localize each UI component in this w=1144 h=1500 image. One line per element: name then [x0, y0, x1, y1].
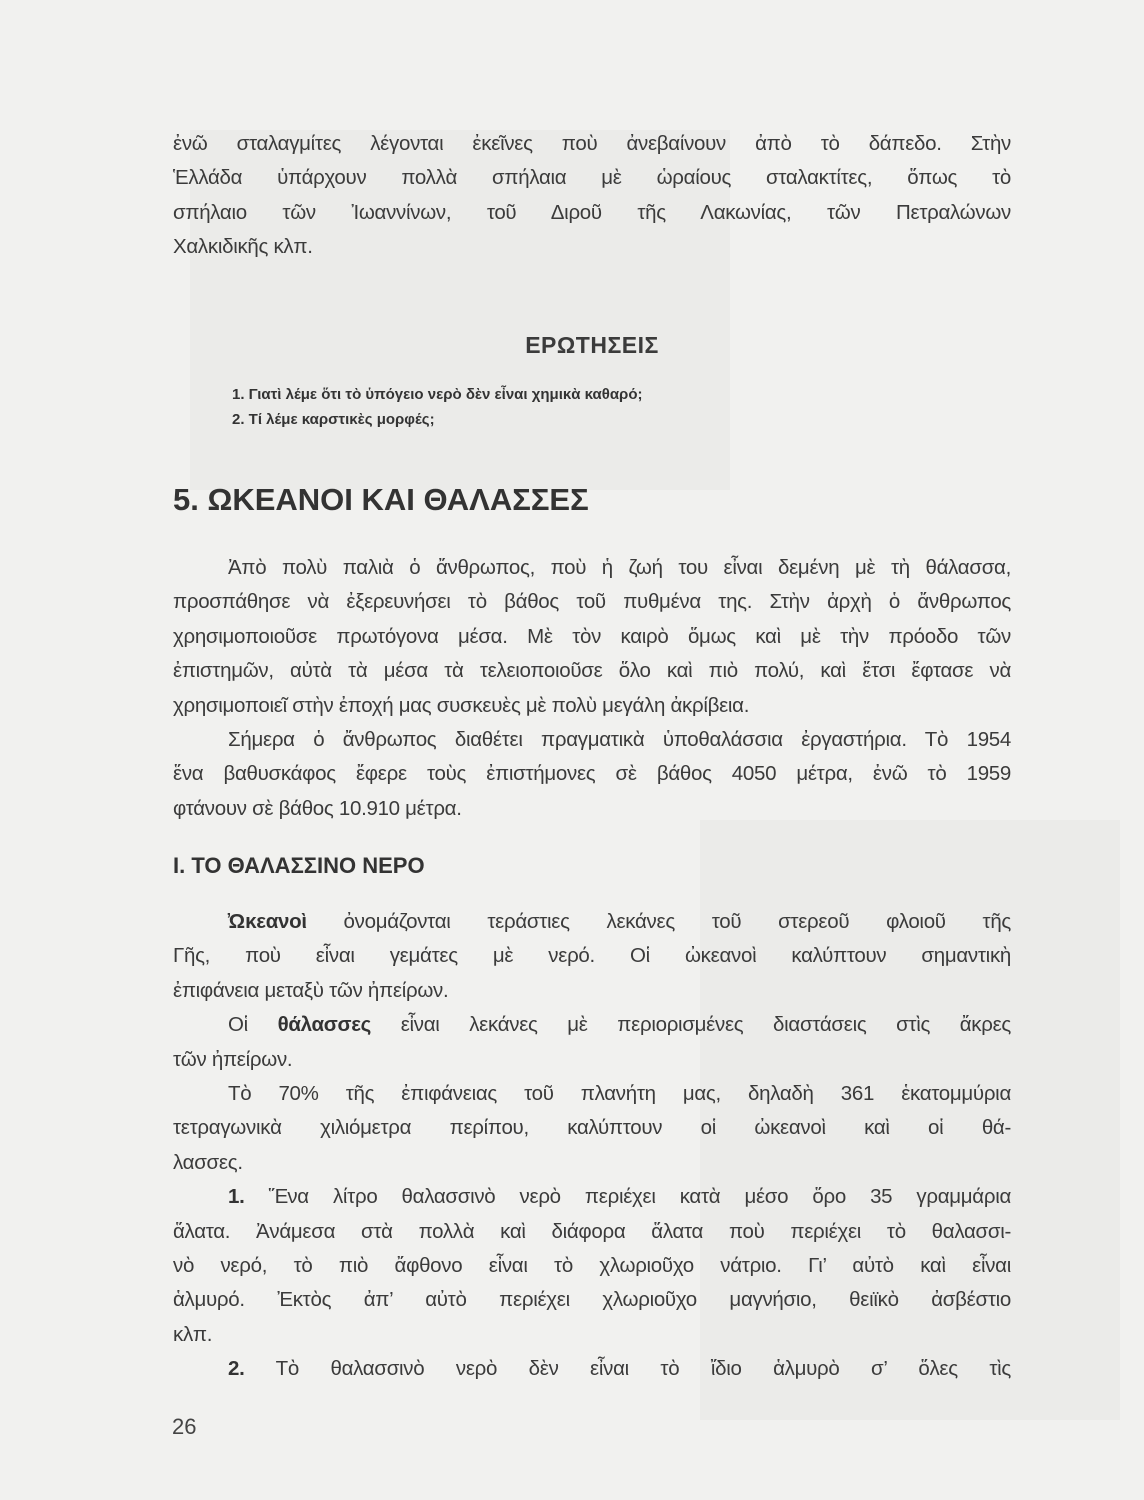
- paragraph: [173, 127, 1011, 265]
- bold-term: 2.: [228, 1357, 245, 1381]
- line-text: Οἱ: [228, 1013, 278, 1037]
- line-text: φτάνουν σὲ βάθος 10.910 μέτρα.: [173, 796, 462, 820]
- text-line: [173, 939, 1011, 973]
- text-line: [173, 757, 1011, 791]
- section-text: [173, 551, 1011, 826]
- text-line: [173, 127, 1011, 161]
- line-text: ἅλατα. Ἀνάμεσα στὰ πολλὰ καὶ διάφορα ἅλατα ποὺ περιέχει τὸ θαλασσι-: [173, 1219, 1011, 1243]
- text-line: [173, 1111, 1011, 1145]
- line-text: τῶν ἠπείρων.: [173, 1047, 293, 1071]
- line-text: ἁλμυρό. Ἐκτὸς ἀπ’ αὐτὸ περιέχει χλωριοῦχο μαγνήσιο, θειϊκὸ ἀσβέστιο: [173, 1288, 1011, 1312]
- paragraph: [173, 1352, 1011, 1386]
- text-line: [173, 196, 1011, 230]
- text-line: [173, 1043, 1011, 1077]
- text-line: [173, 723, 1011, 757]
- line-text: ἕνα βαθυσκάφος ἔφερε τοὺς ἐπιστήμονες σὲ βάθος 4050 μέτρα, ἐνῶ τὸ 1959: [173, 762, 1011, 786]
- text-line: [173, 620, 1011, 654]
- section-title: 5. ΩΚΕΑΝΟΙ ΚΑΙ ΘΑΛΑΣΣΕΣ: [173, 482, 589, 517]
- text-line: [173, 974, 1011, 1008]
- page-number: 26: [172, 1414, 197, 1439]
- line-text: κλπ.: [173, 1322, 213, 1346]
- text-line: [173, 1318, 1011, 1352]
- line-text: τετραγωνικὰ χιλιόμετρα περίπου, καλύπτουν οἱ ὠκεανοὶ καὶ οἱ θά-: [173, 1116, 1011, 1140]
- line-text: Ἕνα λίτρο θαλασσινὸ νερὸ περιέχει κατὰ μέσο ὅρο 35 γραμμάρια: [244, 1185, 1011, 1209]
- line-text: Γῆς, ποὺ εἶναι γεμάτες μὲ νερό. Οἱ ὠκεανοὶ καλύπτουν σημαντικὴ: [173, 944, 1011, 968]
- paragraph: [173, 1008, 1011, 1077]
- questions-heading: ΕΡΩΤΗΣΕΙΣ: [525, 332, 659, 358]
- paragraph: [173, 723, 1011, 826]
- line-text: ἐνῶ σταλαγμίτες λέγονται ἐκεῖνες ποὺ ἀνεβαίνουν ἀπὸ τὸ δάπεδο. Στὴν: [173, 132, 1011, 155]
- line-text: λασσες.: [173, 1150, 243, 1174]
- line-text: σπήλαιο τῶν Ἰωαννίνων, τοῦ Διροῦ τῆς Λακωνίας, τῶν Πετραλώνων: [173, 200, 1011, 224]
- line-text: Ἀπὸ πολὺ παλιὰ ὁ ἄνθρωπος, ποὺ ἡ ζωή του εἶναι δεμένη μὲ τὴ θάλασσα,: [228, 556, 1011, 579]
- line-text: ἐπιφάνεια μεταξὺ τῶν ἠπείρων.: [173, 978, 449, 1002]
- paragraph: [173, 1077, 1011, 1180]
- bold-term: θάλασσες: [277, 1013, 372, 1037]
- text-line: [173, 551, 1011, 585]
- text-line: [173, 1180, 1011, 1214]
- line-text: Χαλκιδικῆς κλπ.: [173, 235, 313, 259]
- line-text: εἶναι λεκάνες μὲ περιορισμένες διαστάσεις στὶς ἄκρες: [371, 1013, 1011, 1037]
- question-2: 2. Τί λέμε καρστικὲς μορφές;: [232, 411, 435, 428]
- subsection-text: [173, 905, 1011, 1386]
- line-text: Τὸ θαλασσινὸ νερὸ δὲν εἶναι τὸ ἴδιο ἁλμυρὸ σ’ ὅλες τὶς: [244, 1357, 1011, 1381]
- text-line: [173, 792, 1011, 826]
- bold-term: Ὠκεανοὶ: [228, 910, 307, 933]
- question-1: 1. Γιατὶ λέμε ὅτι τὸ ὑπόγειο νερὸ δὲν εἶναι χημικὰ καθαρό;: [232, 386, 643, 403]
- text-line: [173, 654, 1011, 688]
- text-line: [173, 689, 1011, 723]
- line-text: ὀνομάζονται τεράστιες λεκάνες τοῦ στερεοῦ φλοιοῦ τῆς: [306, 910, 1011, 933]
- paragraph: [173, 905, 1011, 1008]
- line-text: χρησιμοποιεῖ στὴν ἐποχή μας συσκευὲς μὲ πολὺ μεγάλη ἀκρίβεια.: [173, 693, 750, 717]
- text-line: [173, 1249, 1011, 1283]
- line-text: Τὸ 70% τῆς ἐπιφάνειας τοῦ πλανήτη μας, δηλαδὴ 361 ἑκατομμύρια: [228, 1081, 1011, 1105]
- text-line: [173, 1215, 1011, 1249]
- line-text: χρησιμοποιοῦσε πρωτόγονα μέσα. Μὲ τὸν καιρὸ ὅμως καὶ μὲ τὴν πρόοδο τῶν: [173, 624, 1011, 648]
- intro-text: [173, 127, 1011, 265]
- line-text: Ἑλλάδα ὑπάρχουν πολλὰ σπήλαια μὲ ὡραίους σταλακτίτες, ὅπως τὸ: [173, 166, 1011, 190]
- text-line: [173, 161, 1011, 195]
- subsection-title: Ι. ΤΟ ΘΑΛΑΣΣΙΝΟ ΝΕΡΟ: [173, 853, 425, 878]
- text-line: [173, 1008, 1011, 1042]
- line-text: νὸ νερό, τὸ πιὸ ἄφθονο εἶναι τὸ χλωριοῦχο νάτριο. Γι’ αὐτὸ καὶ εἶναι: [173, 1253, 1011, 1277]
- text-line: [173, 1283, 1011, 1317]
- paragraph: [173, 551, 1011, 723]
- bold-term: 1.: [228, 1185, 245, 1209]
- text-line: [173, 905, 1011, 939]
- text-line: [173, 1146, 1011, 1180]
- line-text: ἐπιστημῶν, αὐτὰ τὰ μέσα τὰ τελειοποιοῦσε ὅλο καὶ πιὸ πολύ, καὶ ἔτσι ἔφτασε νὰ: [173, 659, 1011, 683]
- text-line: [173, 585, 1011, 619]
- paragraph: [173, 1180, 1011, 1352]
- text-line: [173, 230, 1011, 264]
- text-line: [173, 1077, 1011, 1111]
- line-text: προσπάθησε νὰ ἐξερευνήσει τὸ βάθος τοῦ πυθμένα της. Στὴν ἀρχὴ ὁ ἄνθρωπος: [173, 590, 1011, 614]
- line-text: Σήμερα ὁ ἄνθρωπος διαθέτει πραγματικὰ ὑποθαλάσσια ἐργαστήρια. Τὸ 1954: [228, 727, 1011, 751]
- text-line: [173, 1352, 1011, 1386]
